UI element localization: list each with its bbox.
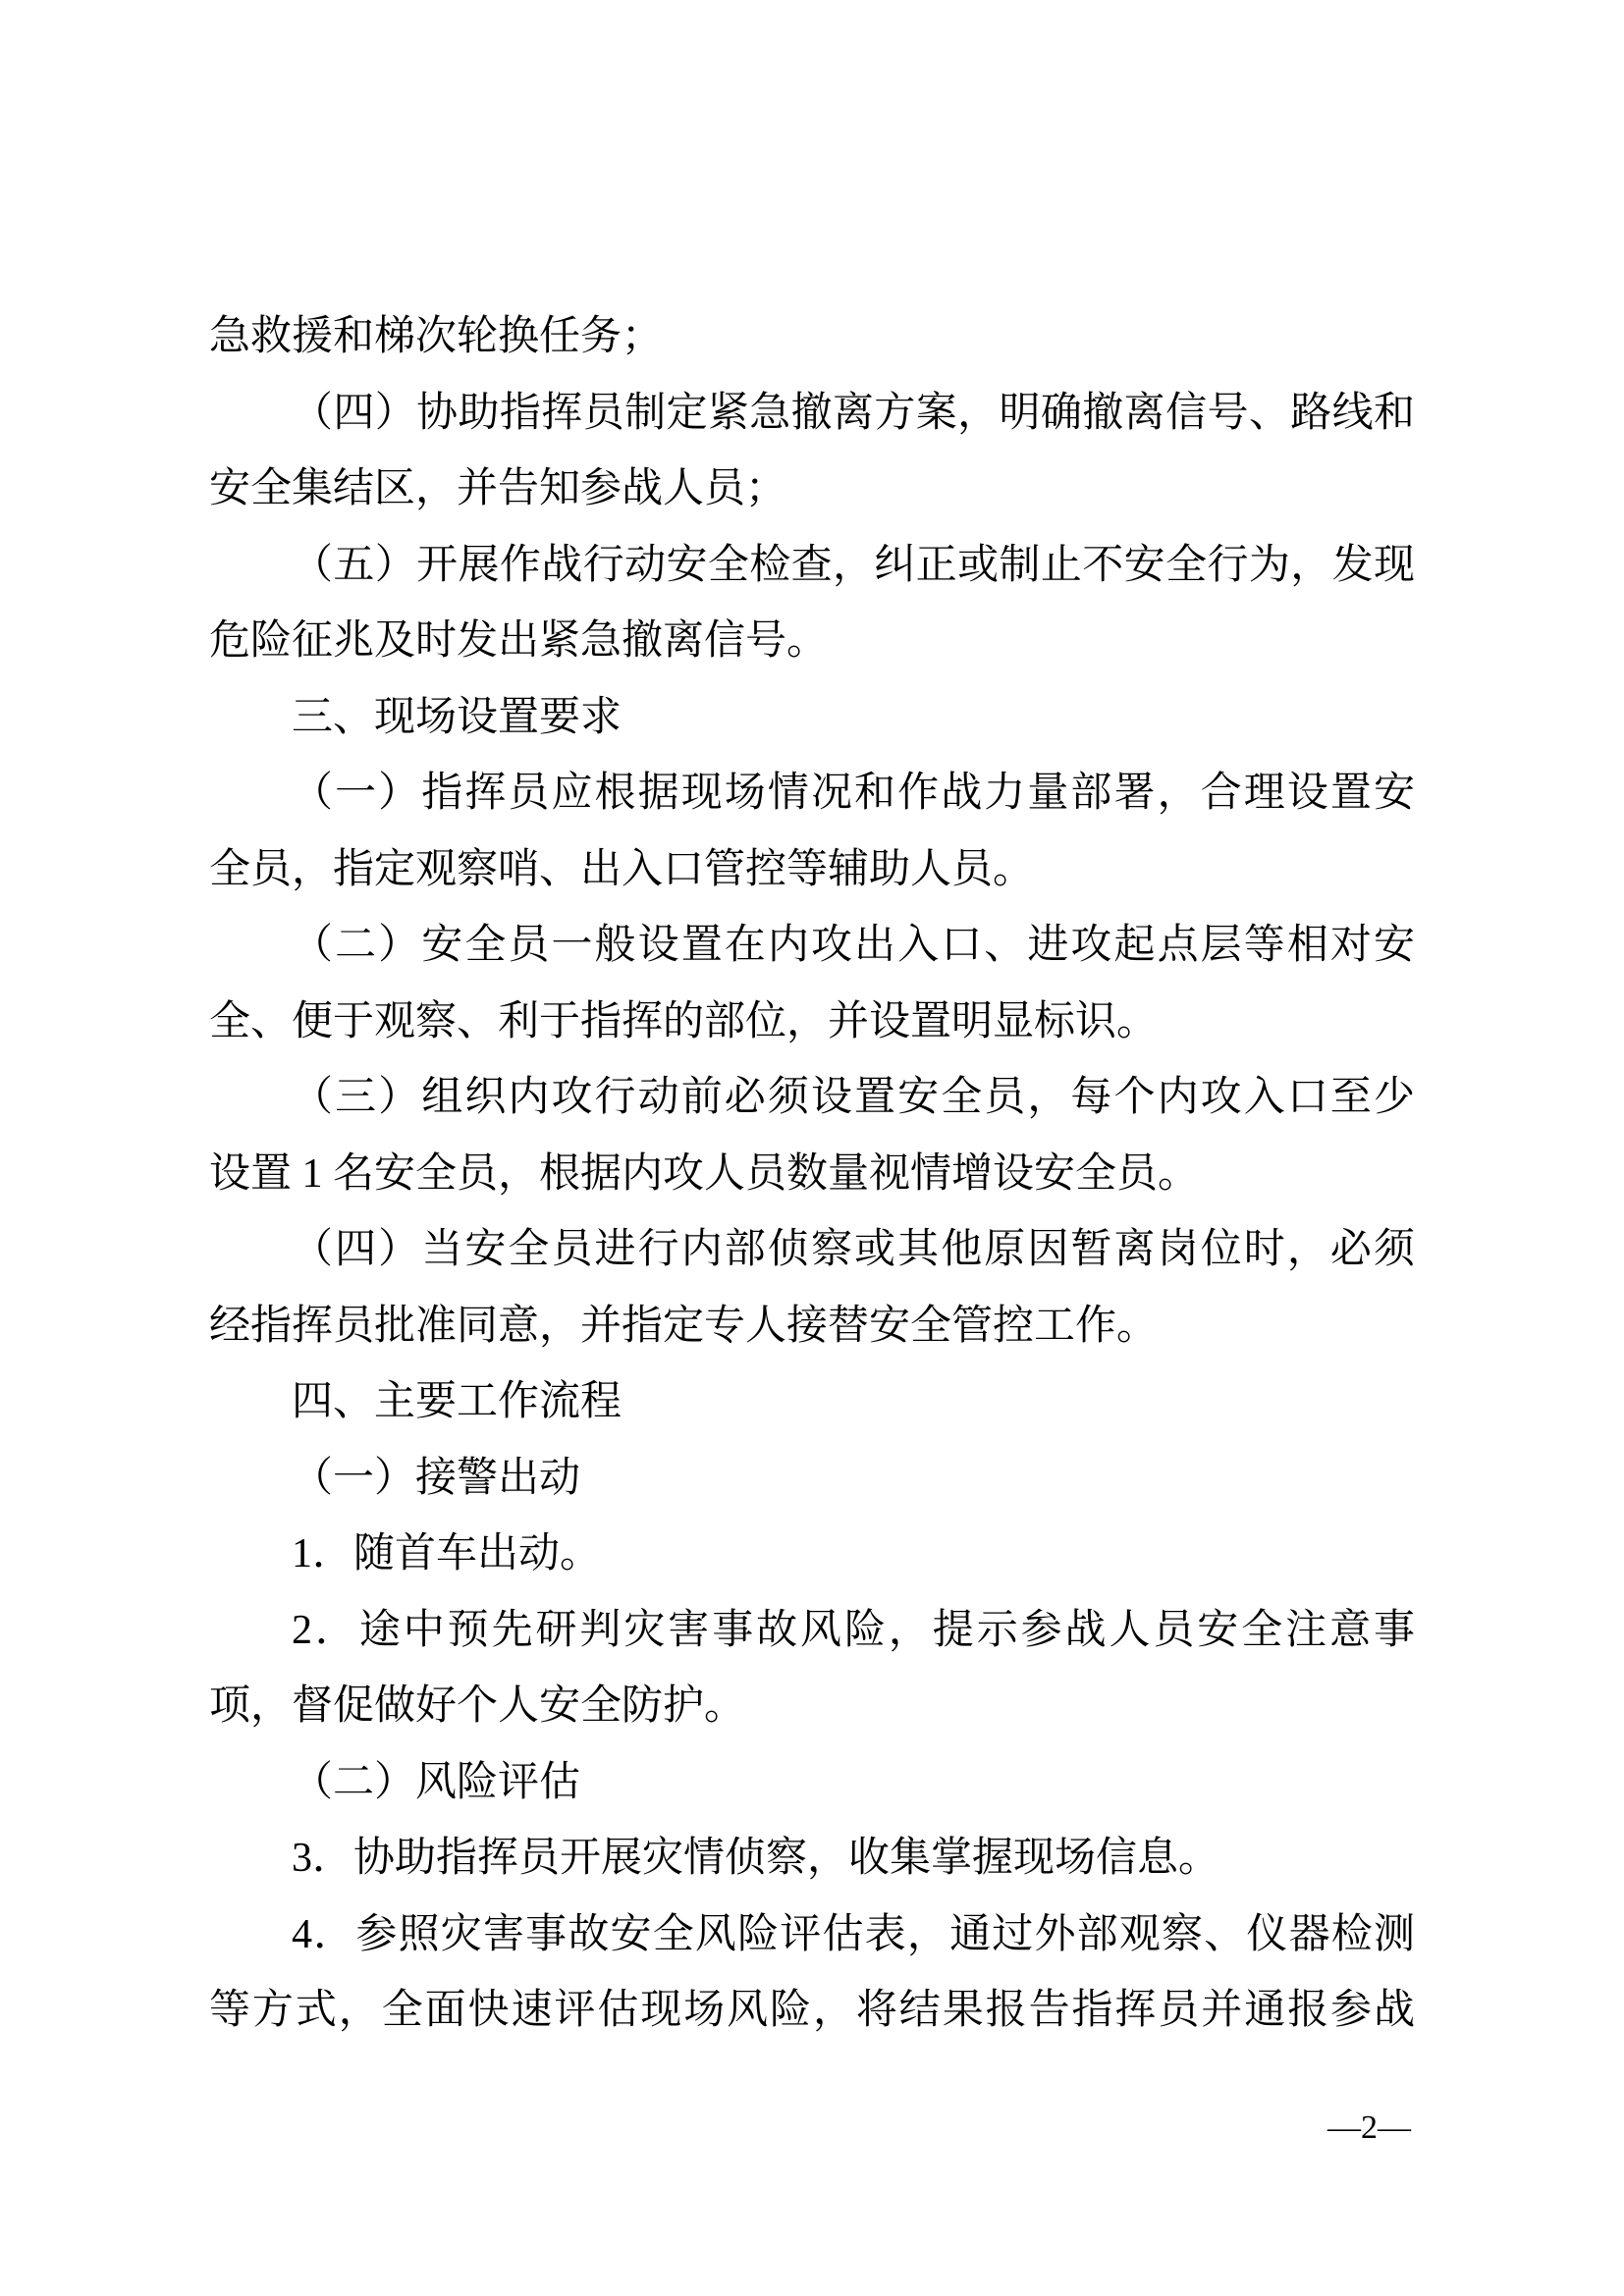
document-line: 等方式，全面快速评估现场风险，将结果报告指挥员并通报参战 bbox=[209, 1988, 1415, 2033]
document-line: 四、主要工作流程 bbox=[292, 1379, 623, 1424]
document-line: 1．随首车出动。 bbox=[292, 1531, 602, 1576]
document-line: 2．途中预先研判灾害事故风险，提示参战人员安全注意事 bbox=[292, 1607, 1415, 1653]
document-line: （五）开展作战行动安全检查，纠正或制止不安全行为，发现 bbox=[292, 542, 1415, 588]
document-line: 4．参照灾害事故安全风险评估表，通过外部观察、仪器检测 bbox=[292, 1911, 1415, 1957]
document-line: 全员，指定观察哨、出入口管控等辅助人员。 bbox=[209, 846, 1035, 892]
document-line: （一）指挥员应根据现场情况和作战力量部署，合理设置安 bbox=[292, 771, 1415, 816]
document-line: 全、便于观察、利于指挥的部位，并设置明显标识。 bbox=[209, 998, 1159, 1044]
document-line: 三、现场设置要求 bbox=[292, 694, 623, 740]
document-line: （一）接警出动 bbox=[292, 1455, 581, 1501]
document-line: （四）当安全员进行内部侦察或其他原因暂离岗位时，必须 bbox=[292, 1227, 1415, 1272]
document-line: 3．协助指挥员开展灾情侦察，收集掌握现场信息。 bbox=[292, 1836, 1220, 1881]
document-line: （四）协助指挥员制定紧急撤离方案，明确撤离信号、路线和 bbox=[292, 390, 1415, 436]
document-line: 危险征兆及时发出紧急撤离信号。 bbox=[209, 618, 829, 664]
document-body bbox=[209, 299, 1415, 2050]
document-line: （二）风险评估 bbox=[292, 1759, 581, 1805]
page-number: —2— bbox=[1327, 2109, 1411, 2146]
document-line: （二）安全员一般设置在内攻出入口、进攻起点层等相对安 bbox=[292, 923, 1415, 968]
document-line: 安全集结区，并告知参战人员； bbox=[209, 466, 787, 511]
document-line: 项，督促做好个人安全防护。 bbox=[209, 1683, 746, 1729]
document-line: 设置 1 名安全员，根据内攻人员数量视情增设安全员。 bbox=[209, 1150, 1200, 1197]
document-line: 急救援和梯次轮换任务； bbox=[209, 314, 664, 359]
document-line: （三）组织内攻行动前必须设置安全员，每个内攻入口至少 bbox=[292, 1075, 1415, 1120]
document-line: 经指挥员批准同意，并指定专人接替安全管控工作。 bbox=[209, 1303, 1159, 1349]
